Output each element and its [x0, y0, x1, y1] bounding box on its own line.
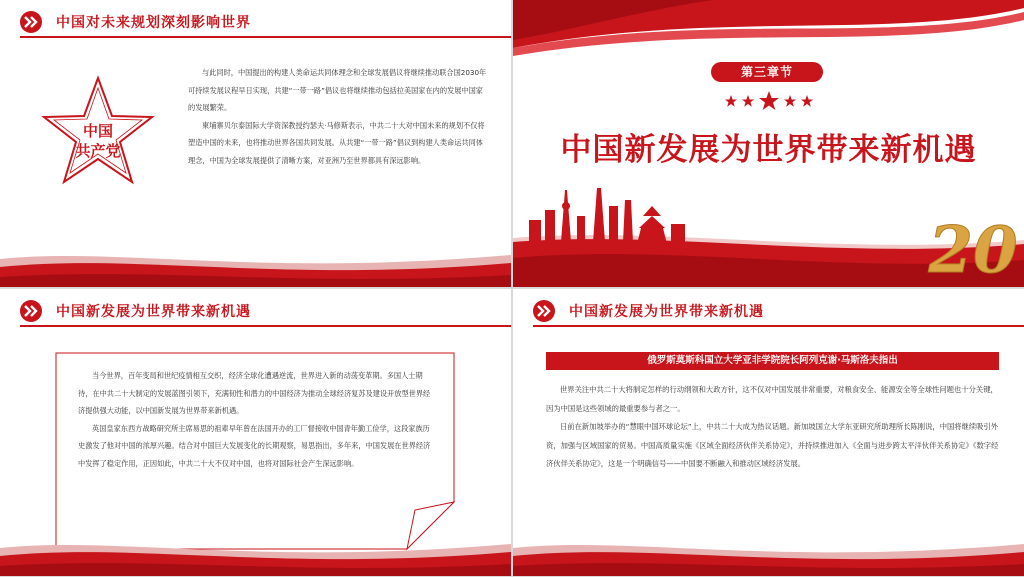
slide-header: [20, 299, 251, 323]
emblem-number: 20: [928, 213, 1018, 287]
body-text: [78, 367, 434, 472]
logo-text-line-2: 共产党: [75, 142, 121, 160]
party-star-logo: [36, 72, 160, 196]
slide-title: 中国新发展为世界带来新机遇: [569, 304, 764, 320]
logo-text-line-1: 中国: [82, 122, 114, 140]
slide-3: [0, 289, 511, 576]
slide-header: [20, 10, 251, 34]
double-chevron-icon: [533, 300, 555, 322]
city-skyline-illustration: [513, 180, 1024, 287]
slide-title: 中国新发展为世界带来新机遇: [56, 304, 251, 320]
red-ribbon-top: [513, 0, 1024, 60]
paragraph: 柬埔寨贝尔泰国际大学资深教授约瑟夫·马修斯表示，中共二十大对中国未来的规划不仅将塑造中国的未来，也将推动世界各国共同发展。从共建“一带一路”倡议到构建人类命运共同体理念，中国为全球发展提供了清晰方案，对亚洲乃至世界都具有深远影响。: [188, 120, 485, 165]
speaker-banner: 俄罗斯莫斯科国立大学亚非学院院长阿列克谢·马斯洛夫指出: [546, 352, 999, 370]
anniversary-20-emblem: [927, 213, 1017, 287]
paragraph: 与此同时，中国提出的构建人类命运共同体理念和全球发展倡议将继续推动联合国2030年可持续发展议程早日实现，共建“一带一路”倡议也将继续推动包括拉美国家在内的发展中国家的发展繁荣。: [188, 68, 487, 112]
red-wave-footer: [513, 526, 1024, 576]
double-chevron-icon: [20, 11, 42, 33]
body-text: [546, 381, 1001, 474]
header-divider: [20, 36, 511, 38]
star-icon: [725, 95, 737, 107]
slide-2: [513, 0, 1024, 287]
star-icon: [759, 91, 779, 110]
paragraph: 日前在新加坡举办的“慧眼中国环球论坛”上，中共二十大成为热议话题。新加坡国立大学东亚研究所助理所长陈刚说，中国将继续吸引外资，加强与区域国家的贸易。中国高质量实施《区域全面经济伙伴关系协定》，并持续推进加入《全面与进步跨太平洋伙伴关系协定》《数字经济伙伴关系协定》，这是一个明确信号——中国要不断融入和推动区域经济发展。: [546, 422, 999, 468]
stars-row: [723, 90, 815, 112]
red-wave-footer: [0, 237, 511, 287]
star-icon: [742, 95, 754, 107]
chapter-badge: 第三章节: [711, 62, 823, 82]
red-wave-footer: [0, 526, 511, 576]
body-text: [188, 64, 488, 169]
paragraph: 英国皇家东西方战略研究所主席易思的祖辈早年曾在法国开办的工厂督接收中国青年勤工俭学，这段家族历史激发了他对中国的浓厚兴趣。结合对中国巨大发展变化的长期观察，易思指出，多年来，中国发展在世界经济中发挥了稳定作用，正因如此，中共二十大不仅对中国，也将对国际社会产生深远影响。: [78, 423, 431, 468]
double-chevron-icon: [20, 300, 42, 322]
header-divider: [533, 325, 1024, 327]
star-icon: [801, 95, 813, 107]
slide-1: [0, 0, 511, 287]
slide-header: [533, 299, 764, 323]
paragraph: 当今世界，百年变局和世纪疫情相互交织，经济全球化遭遇逆流，世界进入新的动荡变革期。多国人士期待，在中共二十大制定的发展蓝图引领下，充满韧性和潜力的中国经济为推动全球经济复苏及建设开放型世界经济提供强大动能，以中国新发展为世界带来新机遇。: [78, 371, 431, 415]
main-title: 中国新发展为世界带来新机遇: [560, 132, 977, 168]
slide-4: [513, 289, 1024, 576]
header-divider: [20, 325, 511, 327]
paragraph: 世界关注中共二十大将制定怎样的行动纲领和大政方针，这不仅对中国发展非常重要，对粮食安全、能源安全等全球性问题也十分关键，因为中国是这些领域的最重要参与者之一。: [546, 385, 998, 413]
slide-title: 中国对未来规划深刻影响世界: [56, 15, 251, 31]
star-icon: [784, 95, 796, 107]
